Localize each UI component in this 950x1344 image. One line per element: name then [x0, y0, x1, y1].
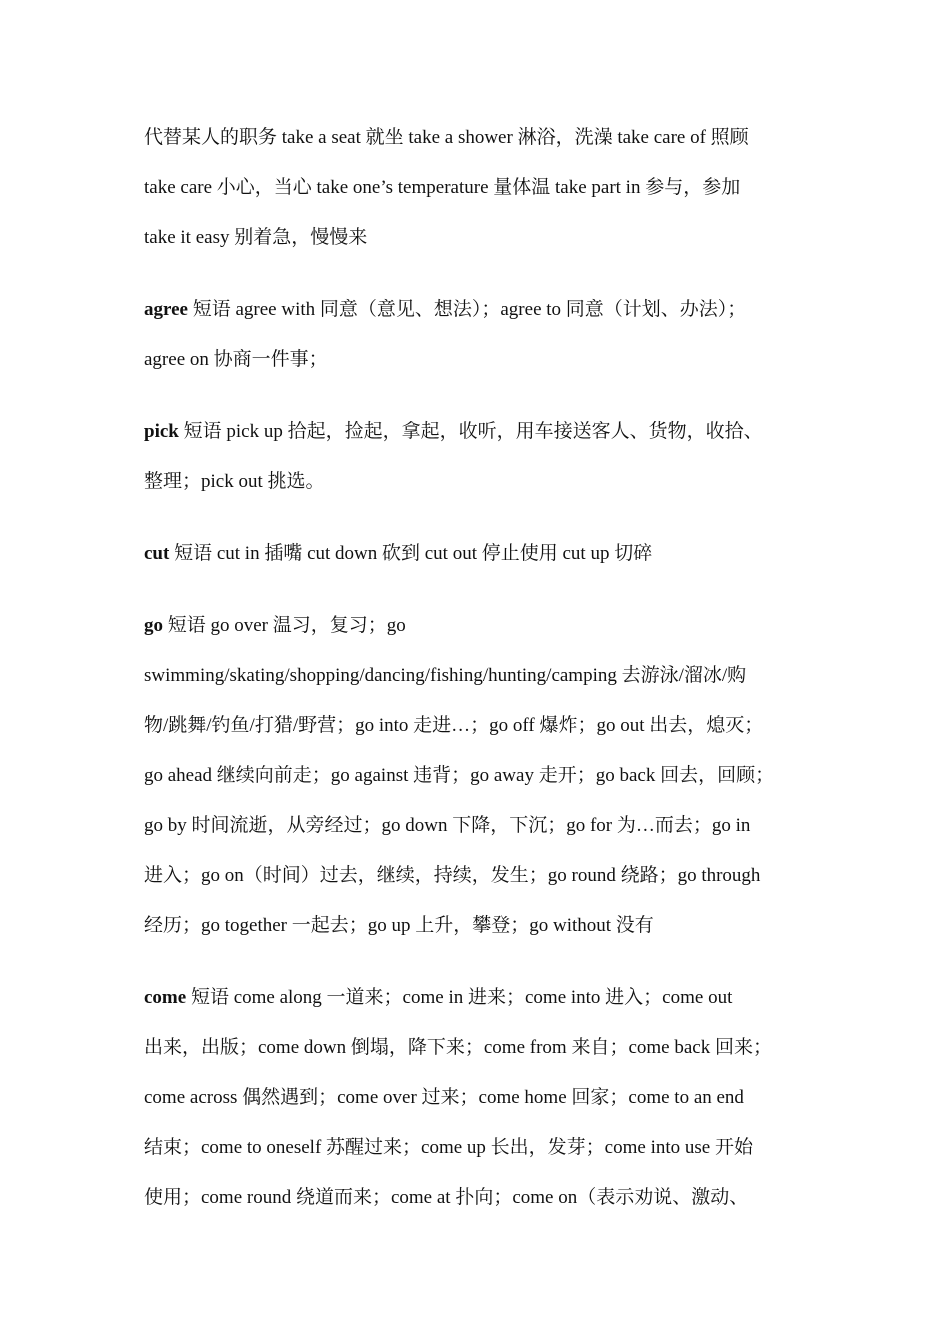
- cut-line-1: [144, 542, 652, 566]
- agree-line-2: agree on 协商一件事；: [144, 349, 328, 370]
- pick-keyword: pick: [144, 421, 179, 442]
- come-line-5: 使用；come round 绕道而来；come at 扑向；come on（表示劝说、激动、: [144, 1187, 749, 1208]
- come-line-1-text: 短语 come along 一道来；come in 进来；come into 进入；come out: [186, 987, 733, 1008]
- pick-line-2: 整理；pick out 挑选。: [144, 471, 325, 492]
- pick-line-1: [144, 420, 763, 444]
- agree-line-1-text: 短语 agree with 同意（意见、想法）；agree to 同意（计划、办法）；: [187, 299, 747, 320]
- agree-line-1: [144, 298, 746, 322]
- cut-keyword: cut: [144, 543, 170, 564]
- go-line-1: [144, 614, 406, 638]
- go-keyword: go: [144, 615, 163, 636]
- come-line-1: [144, 986, 732, 1010]
- take-line-1: 代替某人的职务 take a seat 就坐 take a shower 淋浴，洗澡 take care of 照顾: [144, 127, 749, 148]
- take-line-3: take it easy 别着急，慢慢来: [144, 227, 368, 248]
- go-line-1-text: 短语 go over 温习，复习；go: [163, 615, 406, 636]
- go-line-7: 经历；go together 一起去；go up 上升，攀登；go without 没有: [144, 915, 654, 936]
- come-line-4: 结束；come to oneself 苏醒过来；come up 长出，发芽；come into use 开始: [144, 1137, 753, 1158]
- go-line-4: go ahead 继续向前走；go against 违背；go away 走开；go back 回去，回顾；: [144, 765, 775, 786]
- cut-line-1-text: 短语 cut in 插嘴 cut down 砍到 cut out 停止使用 cut up 切碎: [169, 543, 653, 564]
- go-line-6: 进入；go on（时间）过去，继续，持续，发生；go round 绕路；go through: [144, 865, 761, 886]
- come-line-3: come across 偶然遇到；come over 过来；come home 回家；come to an end: [144, 1087, 744, 1108]
- come-line-2: 出来，出版；come down 倒塌，降下来；come from 来自；come back 回来；: [144, 1037, 772, 1058]
- pick-line-1-text: 短语 pick up 拾起，捡起，拿起，收听，用车接送客人、货物，收拾、: [178, 421, 763, 442]
- take-line-2: take care 小心，当心 take one’s temperature 量体温 take part in 参与，参加: [144, 177, 741, 198]
- come-keyword: come: [144, 987, 187, 1008]
- agree-keyword: agree: [144, 299, 188, 320]
- go-line-5: go by 时间流逝，从旁经过；go down 下降，下沉；go for 为…而去；go in: [144, 815, 751, 836]
- go-line-2: swimming/skating/shopping/dancing/fishing/hunting/camping 去游泳/溜冰/购: [144, 665, 747, 686]
- go-line-3: 物/跳舞/钓鱼/打猎/野营；go into 走进…；go off 爆炸；go out 出去，熄灭；: [144, 715, 764, 736]
